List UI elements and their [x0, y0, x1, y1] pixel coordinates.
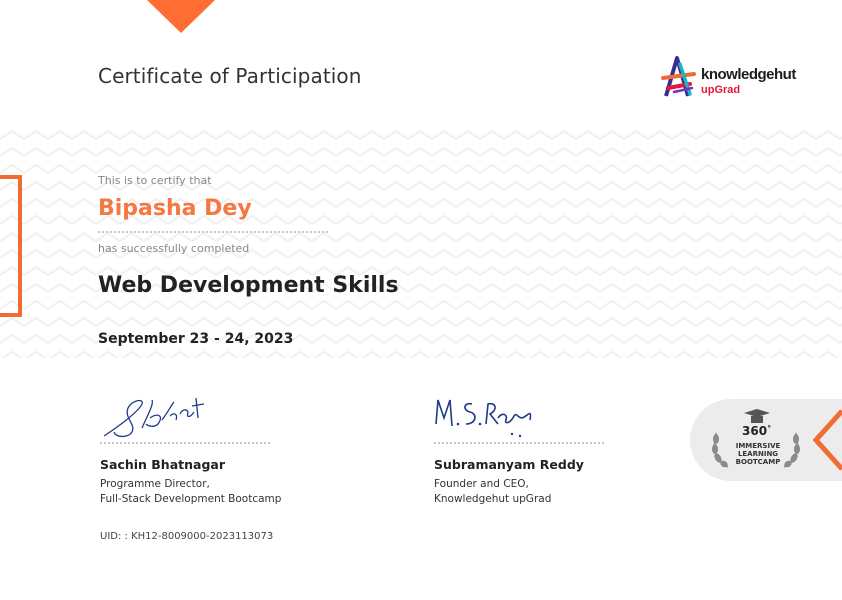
- signature-2-line: [434, 442, 604, 444]
- event-date: September 23 - 24, 2023: [98, 331, 294, 347]
- knowledgehut-logo: [660, 54, 805, 100]
- signature-1-line: [100, 442, 270, 444]
- signatory-2-role-line2: Knowledgehut upGrad: [434, 493, 552, 505]
- name-underline: [98, 231, 328, 233]
- signatory-2-name: Subramanyam Reddy: [434, 457, 584, 472]
- signatory-1-role-line2: Full-Stack Development Bootcamp: [100, 493, 282, 505]
- badge-caption: [732, 442, 784, 466]
- signatory-1-name: Sachin Bhatnagar: [100, 457, 225, 472]
- knowledgehut-logo-mark-icon: [660, 54, 700, 100]
- signatory-2-role: [434, 477, 551, 507]
- laurel-right-icon: [780, 427, 802, 469]
- signature-1-image: [102, 394, 212, 442]
- graduation-cap-icon: [744, 409, 770, 425]
- laurel-left-icon: [710, 427, 732, 469]
- badge-caption-line1: IMMERSIVE: [735, 442, 781, 450]
- logo-subtext: upGrad: [701, 84, 741, 96]
- immersive-bootcamp-badge: [690, 399, 842, 481]
- orange-chevron-icon: [802, 407, 842, 473]
- badge-caption-line2: LEARNING: [737, 450, 779, 458]
- certificate-title: Certificate of Participation: [98, 64, 362, 88]
- course-title: Web Development Skills: [98, 273, 399, 298]
- logo-wordmark: knowledgehut: [701, 66, 796, 83]
- badge-360-text: 360°: [742, 424, 772, 438]
- recipient-name: Bipasha Dey: [98, 196, 252, 221]
- left-orange-bracket: [0, 175, 22, 317]
- badge-caption-line3: BOOTCAMP: [735, 458, 781, 466]
- signatory-1-role-line1: Programme Director,: [100, 478, 210, 490]
- certificate-uid: UID: : KH12-8009000-2023113073: [100, 531, 274, 542]
- top-orange-triangle: [0, 0, 842, 40]
- signature-2-image: [432, 394, 542, 442]
- certify-text: This is to certify that: [98, 174, 212, 187]
- signatory-1-role: [100, 477, 281, 507]
- badge-number: 360: [742, 424, 768, 438]
- signatory-2-role-line1: Founder and CEO,: [434, 478, 529, 490]
- completed-text: has successfully completed: [98, 242, 250, 255]
